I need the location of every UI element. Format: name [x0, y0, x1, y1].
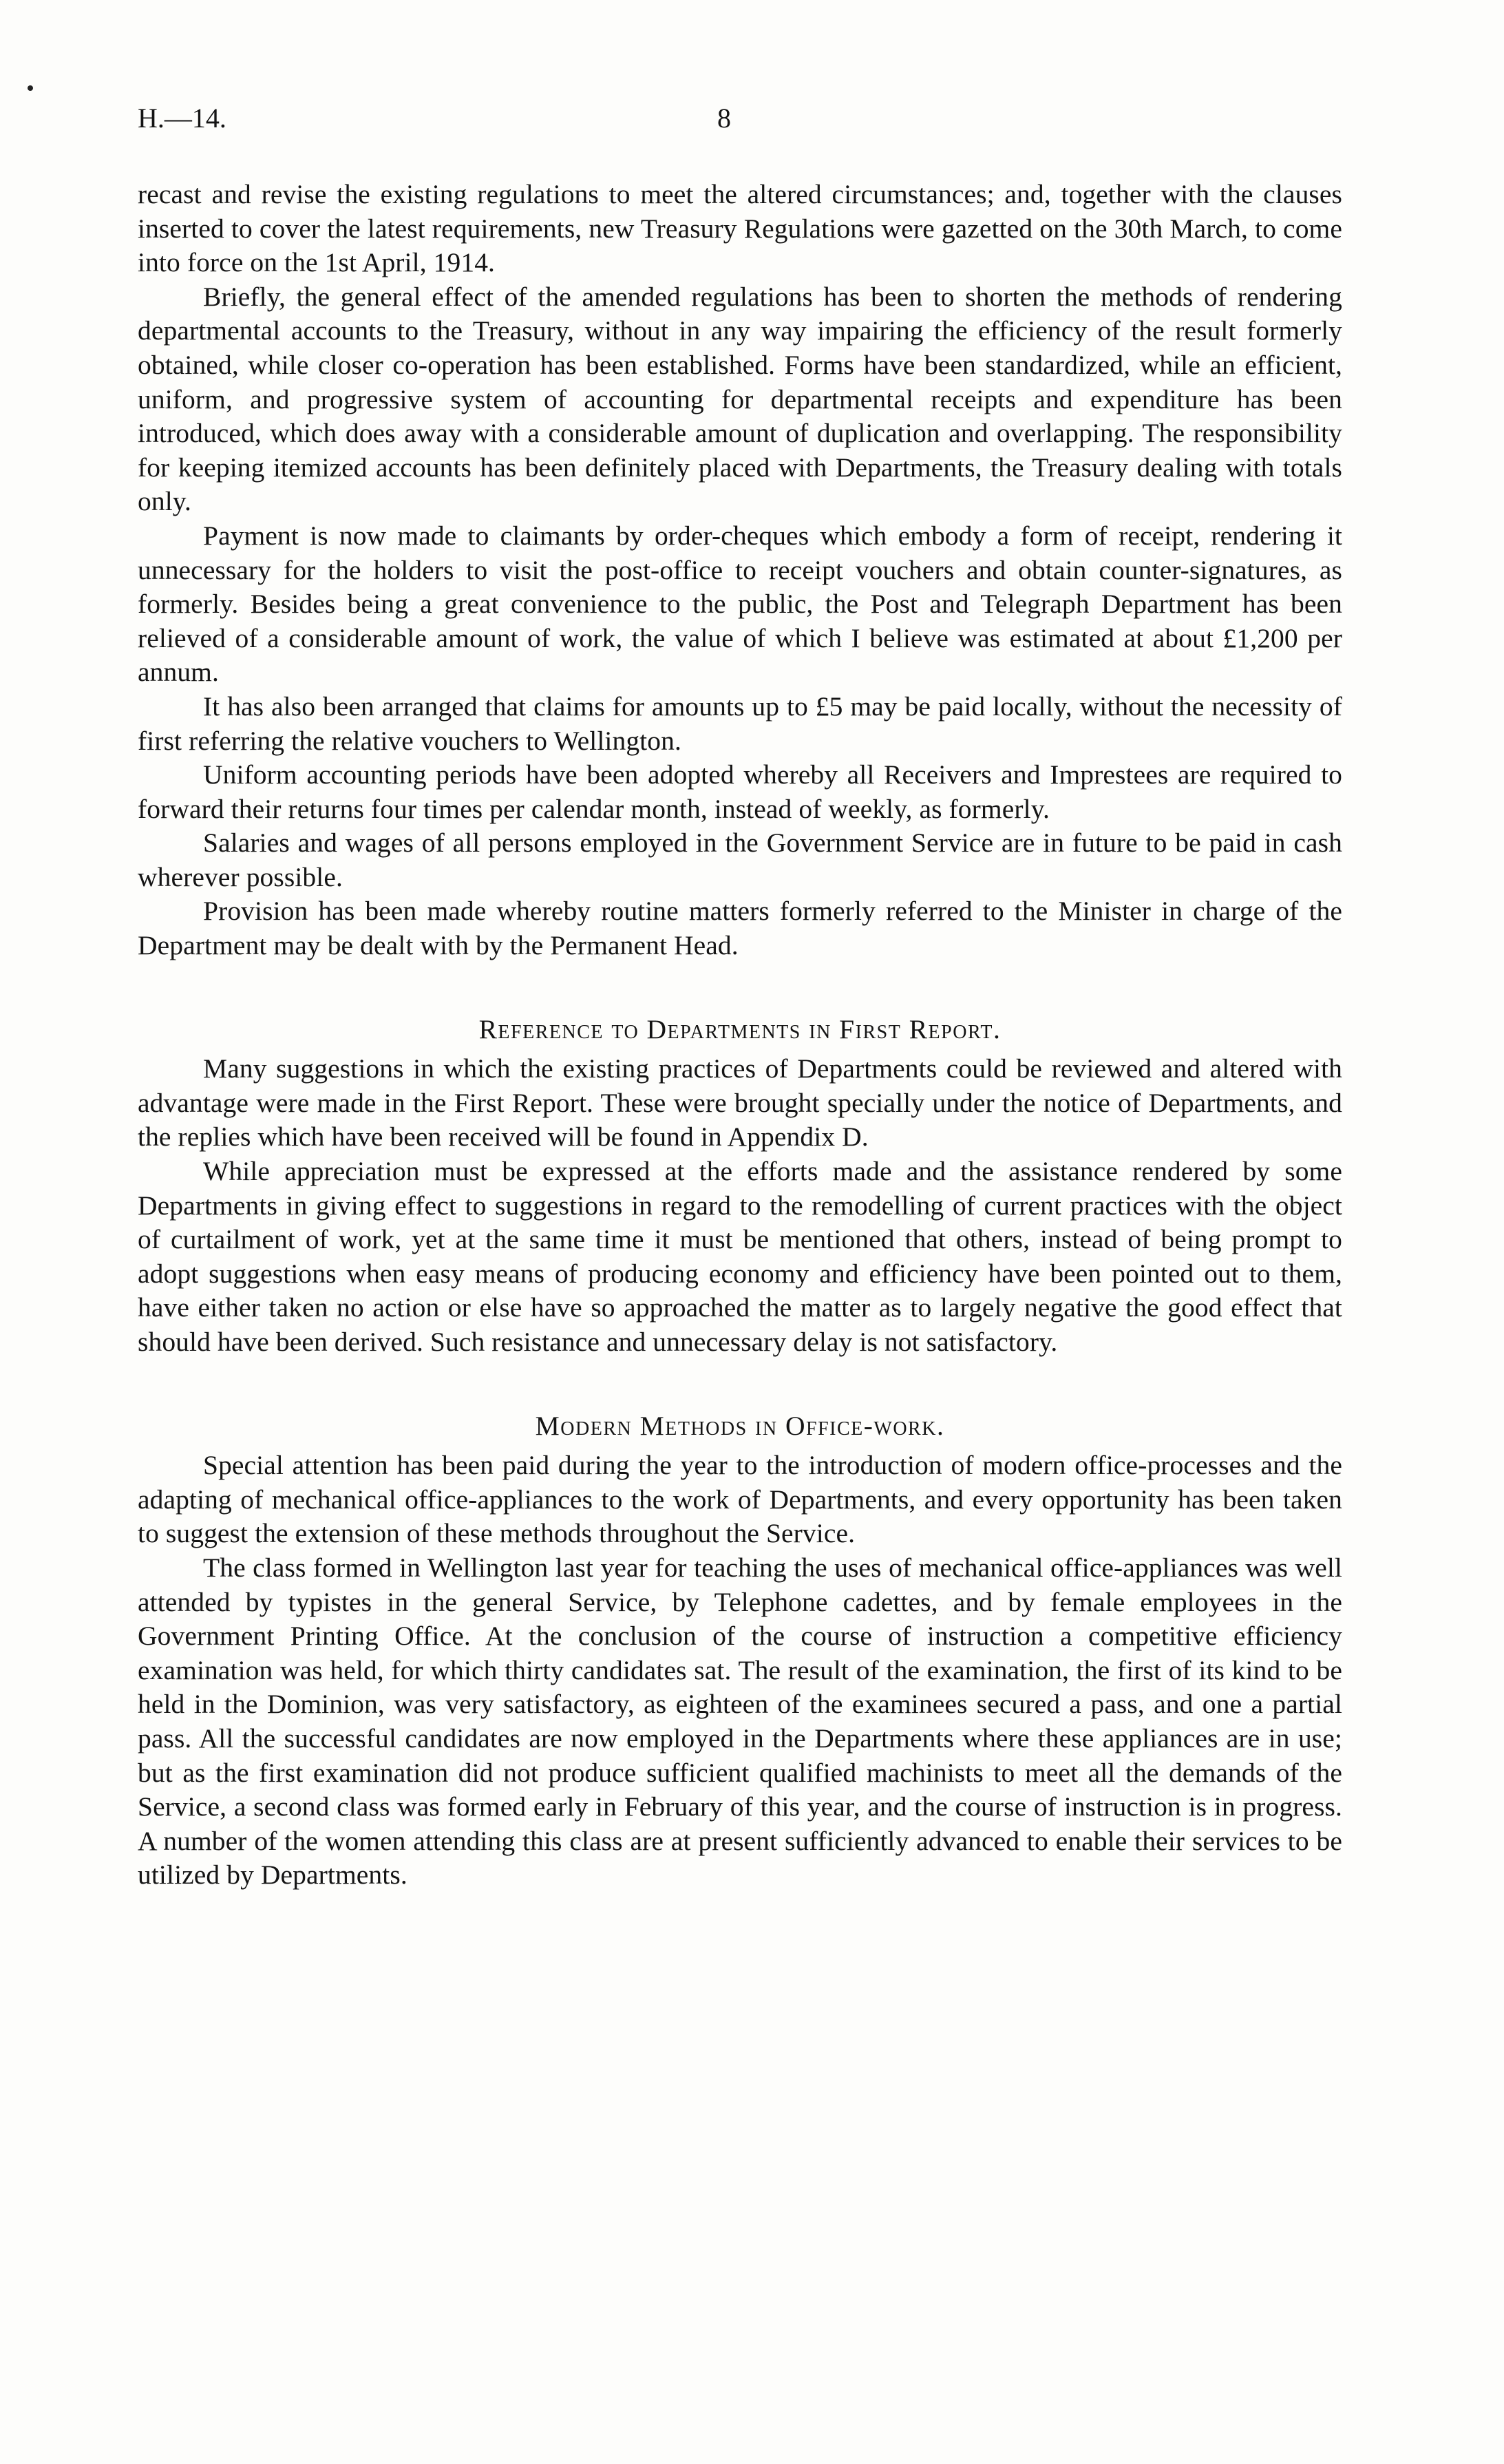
document-code: H.—14. [138, 103, 226, 134]
paragraph: It has also been arranged that claims for amounts up to £5 may be paid locally, without the necessity of first referring the relative vouchers to Wellington. [138, 691, 1342, 756]
paragraph: The class formed in Wellington last year for teaching the uses of mechanical office-appliances was well attended by typistes in the general Service, by Telephone cadettes, and by female employees in the Government Printing Office. At the conclusion of the course of instruction a competitive efficiency examination was held, for which thirty candidates sat. The result of the examination, the first of its kind to be held in the Dominion, was very satisfactory, as eighteen of the examinees secured a pass, and one a partial pass. All the successful candidates are now employed in the Departments where these appliances are in use; but as the first examination did not produce sufficient qualified machinists to meet all the demands of the Service, a second class was formed early in February of this year, and the course of instruction is in progress. A number of the women attending this class are at present sufficiently advanced to enable their services to be utilized by Departments. [138, 1552, 1342, 1891]
page-header [138, 102, 1342, 143]
paragraph: Special attention has been paid during the year to the introduction of modern office-processes and the adapting of mechanical office-appliances to the work of Departments, and every opportunity has been taken to suggest the extension of these methods throughout the Service. [138, 1450, 1342, 1549]
paragraph: recast and revise the existing regulations to meet the altered circumstances; and, together with the clauses inserted to cover the latest requirements, new Treasury Regulations were gazetted on the 30th March, to come into force on the 1st April, 1914. [138, 179, 1342, 278]
paragraph: Salaries and wages of all persons employed in the Government Service are in future to be paid in cash wherever possible. [138, 828, 1342, 892]
page-body [138, 178, 1342, 1893]
paragraph: While appreciation must be expressed at the efforts made and the assistance rendered by some Departments in giving effect to suggestions in regard to the remodelling of current practices with the object of curtailment of work, yet at the same time it must be mentioned that others, instead of being prompt to adopt suggestions when easy means of producing economy and efficiency have been pointed out to them, have either taken no action or else have so approached the matter as to largely negative the good effect that should have been derived. Such resistance and unnecessary delay is not satisfactory. [138, 1156, 1342, 1357]
margin-speck [28, 85, 33, 91]
section-heading: Reference to Departments in First Report. [478, 1013, 1002, 1044]
page-number: 8 [717, 103, 731, 134]
paragraph: Uniform accounting periods have been adopted whereby all Receivers and Imprestees are required to forward their returns four times per calendar month, instead of weekly, as formerly. [138, 759, 1342, 824]
paragraph: Payment is now made to claimants by order-cheques which embody a form of receipt, rendering it unnecessary for the holders to visit the post-office to receipt vouchers and obtain counter-signatures, as formerly. Besides being a great convenience to the public, the Post and Telegraph Department has been relieved of a considerable amount of work, the value of which I believe was estimated at about £1,200 per annum. [138, 520, 1342, 688]
section-heading: Modern Methods in Office-work. [535, 1410, 945, 1441]
paragraph: Many suggestions in which the existing practices of Departments could be reviewed and altered with advantage were made in the First Report. These were brought specially under the notice of Departments, and the replies which have been received will be found in Appendix D. [138, 1053, 1342, 1152]
paragraph: Provision has been made whereby routine matters formerly referred to the Minister in charge of the Department may be dealt with by the Permanent Head. [138, 896, 1342, 961]
paragraph: Briefly, the general effect of the amended regulations has been to shorten the methods of rendering departmental accounts to the Treasury, without in any way impairing the efficiency of the result formerly obtained, while closer co-operation has been established. Forms have been standardized, while an efficient, uniform, and progressive system of accounting for departmental receipts and expenditure has been introduced, which does away with a considerable amount of duplication and overlapping. The responsibility for keeping itemized accounts has been definitely placed with Departments, the Treasury dealing with totals only. [138, 281, 1342, 517]
